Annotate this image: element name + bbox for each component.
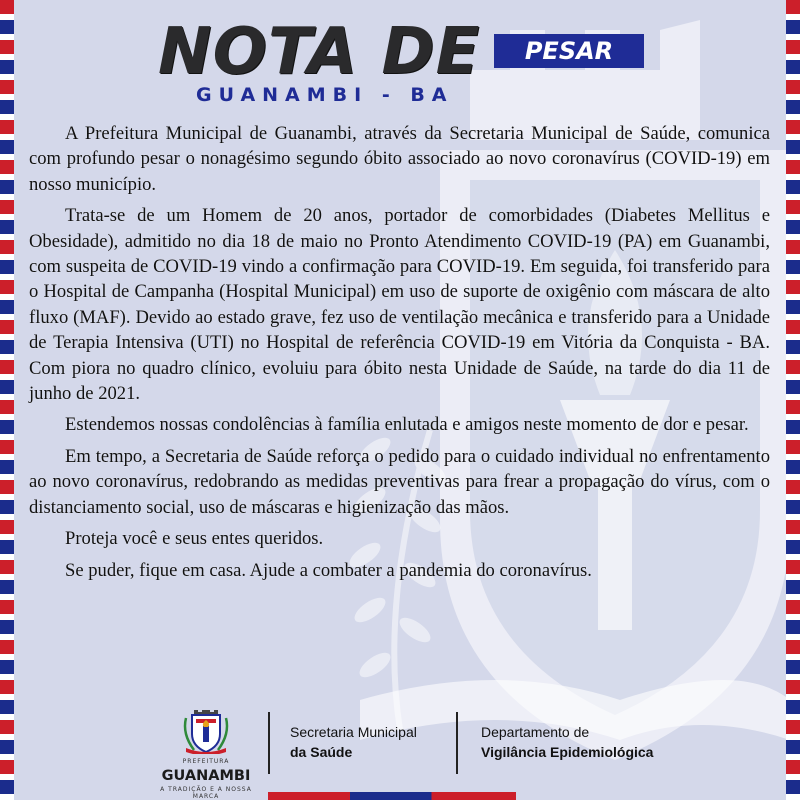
bottom-color-bar xyxy=(268,792,516,800)
logo-motto: A TRADIÇÃO E A NOSSA MARCA xyxy=(160,786,252,800)
dept-secretaria xyxy=(290,722,417,762)
divider-2 xyxy=(456,712,458,774)
coat-of-arms-icon xyxy=(156,706,256,754)
paragraph-4: Em tempo, a Secretaria de Saúde reforça o pedido para o cuidado individual no enfrentamento ao novo coronavírus, redobrando as medidas preventivas para frear a propagação do vírus, com o distanciamento social, uso de máscaras e higienização das mãos. xyxy=(29,445,770,518)
dept-secretaria-line1: Secretaria Municipal xyxy=(290,724,417,740)
flag-stripes-right xyxy=(786,0,800,800)
page-title: NOTA DE xyxy=(158,15,481,89)
page-subtitle: GUANAMBI - BA xyxy=(196,84,454,106)
paragraph-6: Se puder, fique em casa. Ajude a combater a pandemia do coronavírus. xyxy=(65,559,592,581)
dept-secretaria-line2: da Saúde xyxy=(290,744,353,760)
paragraph-1: A Prefeitura Municipal de Guanambi, através da Secretaria Municipal de Saúde, comunica com profundo pesar o nonagésimo segundo óbito associado ao novo coronavírus (COVID-19) em nosso município. xyxy=(29,123,770,195)
title-badge: PESAR xyxy=(494,34,644,68)
paragraph-2: Trata-se de um Homem de 20 anos, portador de comorbidades (Diabetes Mellitus e Obesidade), admitido no dia 18 de maio no Pronto Atendimento COVID-19 (PA) em Guanambi, com suspeita de COVID-19 vindo a confirmação para COVID-19. Em seguida, foi transferido para o Hospital de Campanha (Hospital Municipal) em uso de suporte de oxigênio com máscara de alto fluxo (MAF). Devido ao estado grave, fez uso de ventilação mecânica e transferido para a Unidade de Terapia Intensiva (UTI) no Hospital de referência COVID-19 em Vitória da Conquista - BA. Com piora no quadro clínico, evoluiu para óbito nesta Unidade de Saúde, na tarde do dia 11 de junho de 2021. xyxy=(29,205,770,405)
note-body xyxy=(29,121,770,589)
dept-vigilancia-line1: Departamento de xyxy=(481,724,590,740)
logo-city-name: GUANAMBI xyxy=(161,768,251,784)
dept-vigilancia-line2: Vigilância Epidemiológica xyxy=(481,744,654,760)
paragraph-5: Proteja você e seus entes queridos. xyxy=(65,528,324,550)
paragraph-3: Estendemos nossas condolências à família enlutada e amigos neste momento de dor e pesar. xyxy=(65,414,749,436)
flag-stripes-left xyxy=(0,0,14,800)
footer xyxy=(0,700,800,800)
guanambi-logo xyxy=(156,706,256,800)
divider-1 xyxy=(268,712,270,774)
logo-top-text: PREFEITURA xyxy=(182,758,230,765)
dept-vigilancia xyxy=(481,722,653,762)
